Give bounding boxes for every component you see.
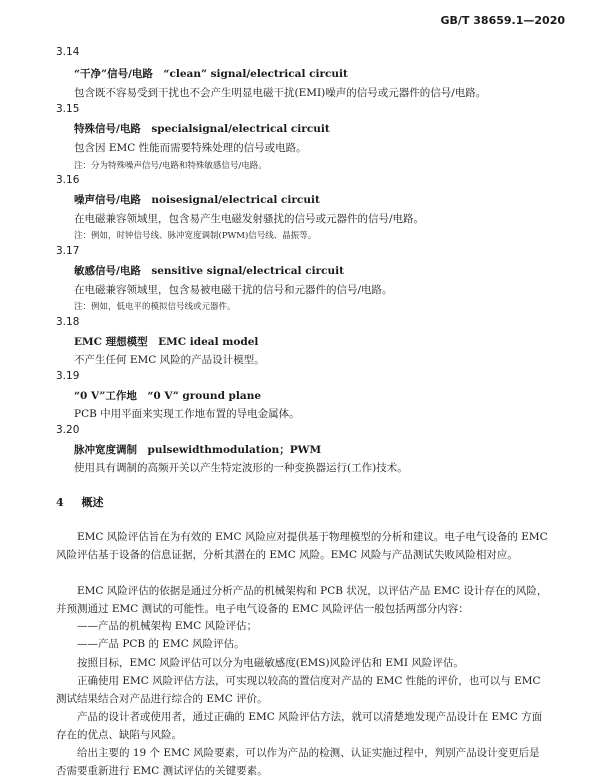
term-definition: 在电磁兼容领域里，包含易产生电磁发射骚扰的信号或元器件的信号/电路。 [74, 213, 425, 225]
section-title: 概述 [81, 496, 104, 509]
term-definition: 包含因 EMC 性能而需要特殊处理的信号或电路。 [74, 142, 307, 154]
paragraph: EMC 风险评估的依据是通过分析产品的机械架构和 PCB 状况，以评估产品 EMC 设计存在的风险，并预测通过 EMC 测试的可能性。电子电气设备的 EMC 风险评估一般包括两部分内容： [56, 585, 548, 615]
paragraph: 正确使用 EMC 风险评估方法，可实现以较高的置信度对产品的 EMC 性能的评价，也可以与 EMC 测试结果结合对产品进行综合的 EMC 评价。 [56, 675, 541, 705]
term-title: 脉冲宽度调制 pulsewidthmodulation；PWM [74, 444, 322, 456]
section-heading [56, 494, 104, 510]
term-definition: 不产生任何 EMC 风险的产品设计模型。 [74, 354, 265, 366]
standard-code-header: GB/T 38659.1—2020 [440, 14, 565, 27]
paragraph: 给出主要的 19 个 EMC 风险要素，可以作为产品的检测、认证实施过程中，判别产品设计变更后是否需要重新进行 EMC 测试评估的关键要素。 [56, 747, 540, 777]
section-number: 4 [56, 496, 64, 509]
term-definition: 包含既不容易受到干扰也不会产生明显电磁干扰(EMI)噪声的信号或元器件的信号/电路。 [74, 87, 487, 99]
term-definition: 在电磁兼容领域里，包含易被电磁干扰的信号和元器件的信号/电路。 [74, 284, 393, 296]
paragraph: 按照目标，EMC 风险评估可以分为电磁敏感度(EMS)风险评估和 EMI 风险评估。 [77, 657, 464, 669]
term-title: 敏感信号/电路 sensitive signal/electrical circuit [74, 265, 344, 277]
term-number: 3.18 [56, 316, 80, 328]
term-number: 3.16 [56, 174, 80, 186]
term-title: “0 V”工作地 “0 V” ground plane [74, 390, 262, 402]
term-title: 特殊信号/电路 specialsignal/electrical circuit [74, 123, 330, 135]
term-definition: 使用具有调制的高频开关以产生特定波形的一种变换器运行(工作)技术。 [74, 462, 408, 474]
term-note: 注：例如，低电平的模拟信号线或元器件。 [74, 302, 236, 312]
term-title: 噪声信号/电路 noisesignal/electrical circuit [74, 194, 320, 206]
term-definition: PCB 中用平面来实现工作地布置的导电金属体。 [74, 408, 300, 420]
term-number: 3.15 [56, 103, 80, 115]
list-item: ——产品的机械架构 EMC 风险评估； [77, 620, 258, 632]
term-number: 3.19 [56, 370, 80, 382]
term-note: 注：分为特殊噪声信号/电路和特殊敏感信号/电路。 [74, 161, 267, 171]
term-number: 3.20 [56, 424, 80, 436]
term-title: “干净”信号/电路 “clean” signal/electrical circuit [74, 68, 348, 80]
term-number: 3.17 [56, 245, 80, 257]
list-item: ——产品 PCB 的 EMC 风险评估。 [77, 638, 245, 650]
paragraph: 产品的设计者或使用者，通过正确的 EMC 风险评估方法，就可以清楚地发现产品设计在 EMC 方面存在的优点、缺陷与风险。 [56, 711, 543, 741]
term-title: EMC 理想模型 EMC ideal model [74, 336, 259, 348]
term-note: 注：例如，时钟信号线、脉冲宽度调制(PWM)信号线、晶振等。 [74, 231, 317, 241]
term-number: 3.14 [56, 46, 80, 58]
paragraph: EMC 风险评估旨在为有效的 EMC 风险应对提供基于物理模型的分析和建议。电子电气设备的 EMC 风险评估基于设备的信息证据，分析其潜在的 EMC 风险。EMC 风险与产品测试失败风险相对应。 [56, 531, 548, 561]
